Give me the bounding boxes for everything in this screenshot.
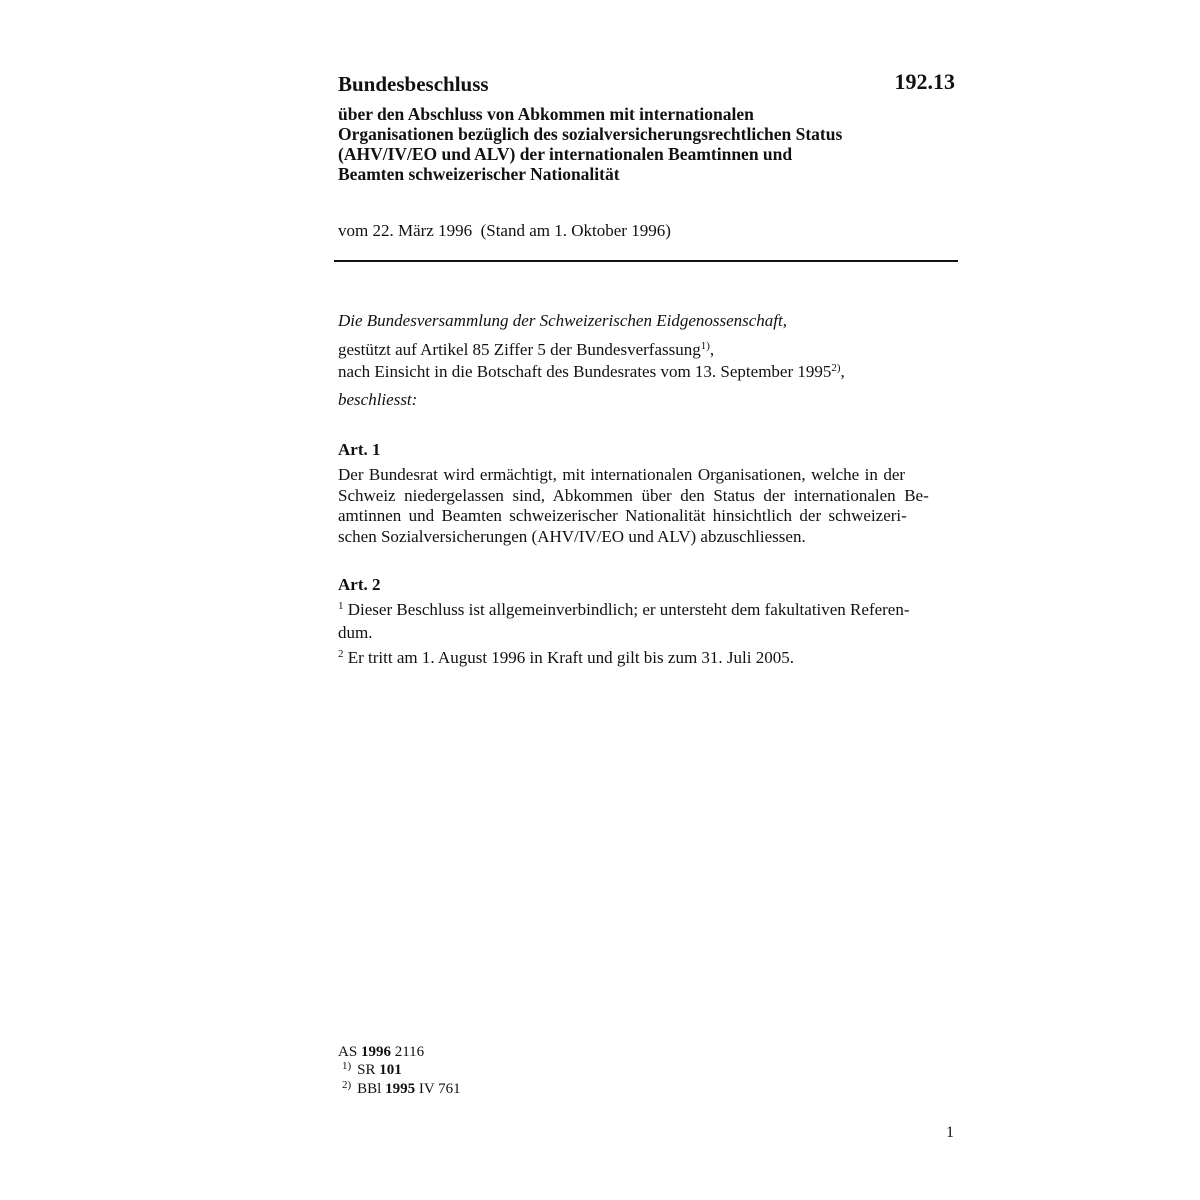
subtitle-line: über den Abschluss von Abkommen mit internationalen — [338, 104, 754, 124]
article-2-paragraph-2 — [338, 648, 956, 671]
header-divider — [334, 260, 958, 262]
preamble — [338, 311, 958, 410]
subtitle-line: Beamten schweizerischer Nationalität — [338, 164, 620, 184]
preamble-insight-text: nach Einsicht in die Botschaft des Bundesrates vom 13. September 1995 — [338, 362, 832, 381]
footnote-prefix: SR — [357, 1062, 380, 1078]
article-1-line: schen Sozialversicherungen (AHV/IV/EO und ALV) abzuschliessen. — [338, 526, 806, 546]
punctuation: , — [709, 340, 715, 359]
article-1-text — [338, 465, 956, 547]
footnote-ref-1: 1) — [700, 340, 710, 352]
punctuation: , — [840, 362, 845, 381]
footnote-prefix: BBl — [357, 1081, 386, 1097]
footnote-1 — [338, 1061, 461, 1080]
preamble-resolves: beschliesst: — [338, 390, 418, 409]
article-2-paragraph-1 — [338, 600, 956, 643]
footnote-mark: 2) — [342, 1079, 352, 1091]
article-1-line: amtinnen und Beamten schweizerischer Nationalität hinsichtlich der schweizeri- — [338, 506, 907, 525]
article-2-line-text: Dieser Beschluss ist allgemeinverbindlich; er untersteht dem fakultativen Referen- — [343, 600, 910, 619]
paragraph-number: 2 — [338, 648, 344, 660]
preamble-insight — [338, 362, 958, 384]
document-subtitle — [338, 104, 938, 184]
footnotes — [338, 1043, 461, 1099]
preamble-assembly: Die Bundesversammlung der Schweizerischen Eidgenossenschaft, — [338, 311, 787, 330]
footnote-bold: 1995 — [385, 1081, 416, 1097]
article-2-title: Art. 2 — [338, 575, 381, 594]
as-page: 2116 — [390, 1044, 425, 1060]
date-line: vom 22. März 1996 (Stand am 1. Oktober 1996) — [338, 221, 671, 240]
official-collection-ref — [338, 1043, 461, 1061]
sr-number: 192.13 — [894, 69, 955, 94]
article-1-line: Schweiz niedergelassen sind, Abkommen über den Status der internationalen Be- — [338, 485, 929, 505]
article-2-line — [338, 600, 956, 623]
article-2-line — [338, 648, 956, 671]
page-number: 1 — [946, 1124, 954, 1141]
as-year: 1996 — [360, 1044, 391, 1060]
footnote-ref-2: 2) — [831, 362, 841, 374]
article-1-line: Der Bundesrat wird ermächtigt, mit internationalen Organisationen, welche in der — [338, 465, 906, 484]
footnote-mark: 1) — [342, 1060, 352, 1072]
article-2-line: dum. — [338, 622, 373, 642]
subtitle-line: Organisationen bezüglich des sozialversicherungsrechtlichen Status — [338, 124, 843, 144]
article-2-line-text: Er tritt am 1. August 1996 in Kraft und gilt bis zum 31. Juli 2005. — [343, 648, 794, 667]
preamble-basis — [338, 340, 958, 362]
footnote-bold: 101 — [379, 1062, 402, 1078]
paragraph-number: 1 — [338, 600, 344, 612]
footnote-2 — [338, 1080, 461, 1099]
document-title: Bundesbeschluss — [338, 72, 489, 96]
footnote-suffix: IV 761 — [415, 1081, 461, 1097]
subtitle-line: (AHV/IV/EO und ALV) der internationalen Beamtinnen und — [338, 144, 793, 164]
article-1-title: Art. 1 — [338, 440, 381, 459]
as-prefix: AS — [338, 1044, 361, 1060]
preamble-basis-text: gestützt auf Artikel 85 Ziffer 5 der Bundesverfassung — [338, 340, 701, 359]
